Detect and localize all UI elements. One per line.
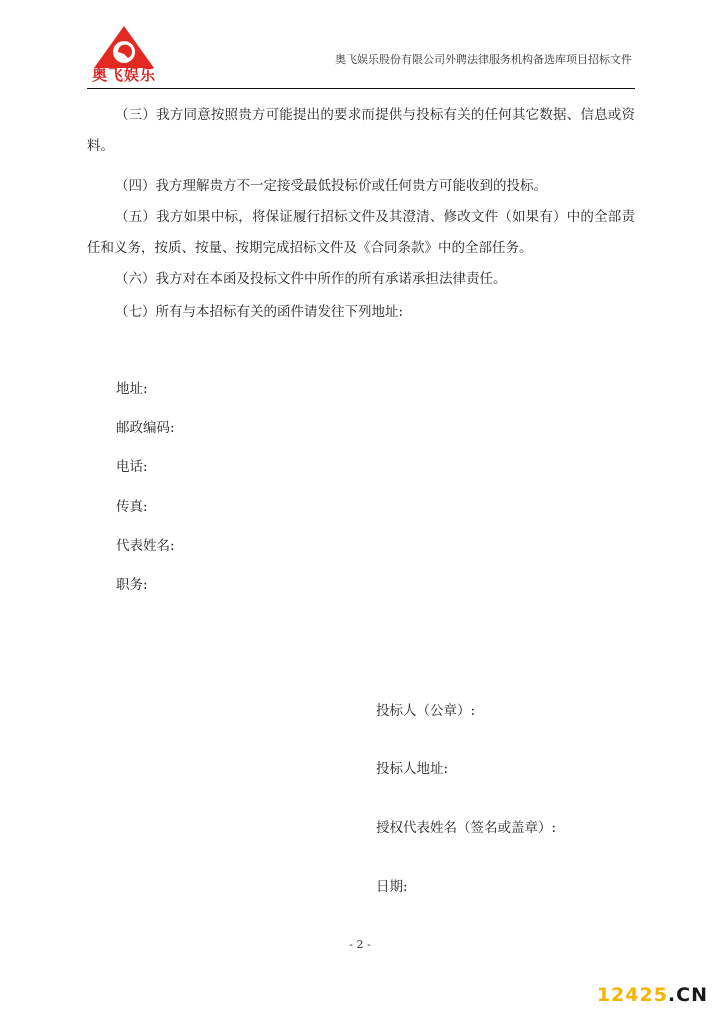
paragraph-4: （四）我方理解贵方不一定接受最低投标价或任何贵方可能收到的投标。 <box>115 178 547 194</box>
sign-date: 日期: <box>376 879 408 895</box>
paragraph-5: （五）我方如果中标，将保证履行招标文件及其澄清、修改文件（如果有）中的全部责任和义务，按质、按量、按期完成招标文件及《合同条款》中的全部任务。 <box>87 209 635 256</box>
field-representative-name: 代表姓名: <box>116 538 175 554</box>
header-title: 奥飞娱乐股份有限公司外聘法律服务机构备选库项目招标文件 <box>335 53 632 66</box>
watermark-number: 12425 <box>596 984 668 1006</box>
field-position: 职务: <box>116 577 148 593</box>
field-address: 地址: <box>116 381 148 397</box>
paragraph-7: （七）所有与本招标有关的函件请发往下列地址: <box>115 304 404 320</box>
header-divider <box>87 88 635 89</box>
sign-bidder-address: 投标人地址: <box>376 761 449 777</box>
logo-text: 奥飞娱乐 <box>91 66 156 84</box>
watermark-suffix: .CN <box>667 984 708 1006</box>
site-watermark <box>597 984 708 1006</box>
paragraph-3: （三）我方同意按照贵方可能提出的要求而提供与投标有关的任何其它数据、信息或资料。 <box>87 107 635 154</box>
field-phone: 电话: <box>116 459 148 475</box>
paragraph-6: （六）我方对在本函及投标文件中所作的所有承诺承担法律责任。 <box>115 271 507 287</box>
field-fax: 传真: <box>116 499 148 515</box>
sign-authorized-rep: 授权代表姓名（签名或盖章）: <box>376 820 557 836</box>
field-postal-code: 邮政编码: <box>116 420 175 436</box>
sign-bidder-seal: 投标人（公章）: <box>376 703 476 719</box>
page-number: - 2 - <box>349 938 371 951</box>
